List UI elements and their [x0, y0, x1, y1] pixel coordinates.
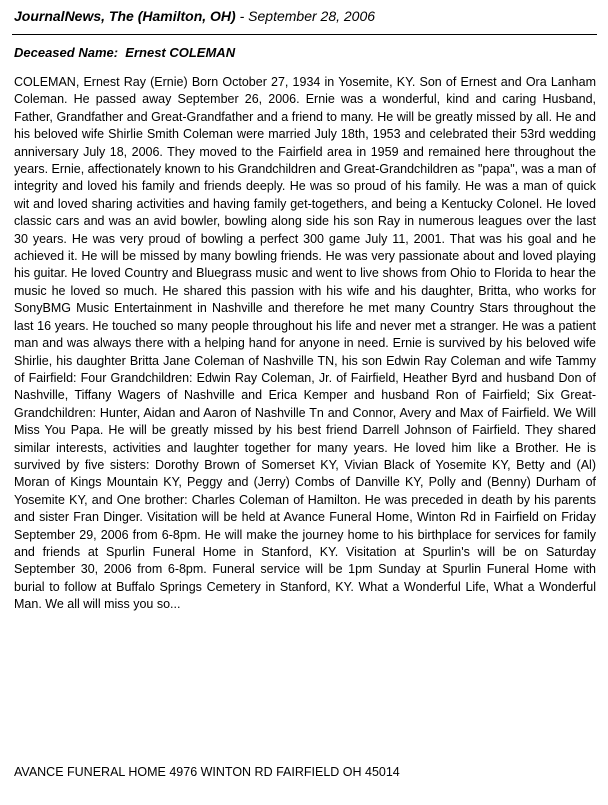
- funeral-home-address: AVANCE FUNERAL HOME 4976 WINTON RD FAIRFIELD OH 45014: [14, 765, 400, 779]
- publication-date: September 28, 2006: [248, 8, 376, 24]
- header-divider: [12, 34, 597, 35]
- header-separator: -: [235, 8, 249, 24]
- deceased-name: Ernest COLEMAN: [125, 45, 236, 60]
- publication-header: [14, 6, 375, 26]
- deceased-label: Deceased Name:: [14, 45, 119, 60]
- publication-source: JournalNews, The (Hamilton, OH): [14, 8, 236, 24]
- obituary-text: COLEMAN, Ernest Ray (Ernie) Born October 27, 1934 in Yosemite, KY. Son of Ernest and Ora Lanham Coleman. He passed away September 26, 2006. Ernie was a wonderful, kind and caring Husband, Father, Grandfather and Great-Grandfather and a friend to many. He will be greatly missed by all. He and his beloved wife Shirlie Smith Coleman were married July 18th, 1953 and celebrated their 53rd wedding anniversary July 18, 2006. They moved to the Fairfield area in 1959 and remained here throughout the years. Ernie, affectionately known to his Grandchildren and Great-Grandchildren as "papa", was a man of integrity and loved his family and friends deeply. He was so proud of his family. He was a man of quick wit and loved sharing activities and having family get-togethers, and being a Kentucky Colonel. He loved classic cars and was an avid bowler, bowling along side his son Ray in numerous leagues over the last 30 years. He was very proud of bowling a perfect 300 game July 11, 2001. That was his goal and he achieved it. He will be missed by many bowling friends. He was very passionate about and loved playing his guitar. He loved Country and Bluegrass music and went to live shows from Ohio to Florida to hear the music he loved so much. He shared this passion with his wife and his daughter, Britta, who works for SonyBMG Music Entertainment in Nashville and therefore he met many Country Stars throughout the last 16 years. He touched so many people throughout his life and never met a stranger. He was a patient man and was always there with a helping hand for anyone in need. Ernie is survived by his beloved wife Shirlie, his daughter Britta Jane Coleman of Nashville TN, his son Edwin Ray Coleman and wife Tammy of Fairfield: Four Grandchildren: Edwin Ray Coleman, Jr. of Fairfield, Heather Byrd and husband Don of Nashville, Tiffany Wagers of Nashville and Erica Kemper and husband Ron of Fairfield; Six Great-Grandchildren: Hunter, Aidan and Aaron of Nashville Tn and Connor, Avery and Max of Fairfield. We Will Miss You Papa. He will be greatly missed by his best friend Darrell Johnson of Fairfield. They shared similar interests, activities and laughter together for many years. He loved him like a Brother. He is survived by five sisters: Dorothy Brown of Somerset KY, Vivian Black of Yosemite KY, Betty and (Al) Moran of Kings Mountain KY, Peggy and (Jerry) Combs of Danville KY, Polly and (Benny) Durham of Yosemite KY, and One brother: Charles Coleman of Hamilton. He was preceded in death by his parents and sister Fran Dinger. Visitation will be held at Avance Funeral Home, Winton Rd in Fairfield on Friday September 29, 2006 from 6-8pm. He will make the journey home to his birthplace for services for family and friends at Spurlin Funeral Home in Stanford, KY. Visitation at Spurlin's will be on Saturday September 30, 2006 from 6-8pm. Funeral service will be 1pm Sunday at Spurlin Funeral Home with burial to follow at Buffalo Springs Cemetery in Stanford, KY. What a Wonderful Life, What a Wonderful Man. We all will miss you so...: [14, 75, 596, 612]
- deceased-name-line: [14, 44, 235, 62]
